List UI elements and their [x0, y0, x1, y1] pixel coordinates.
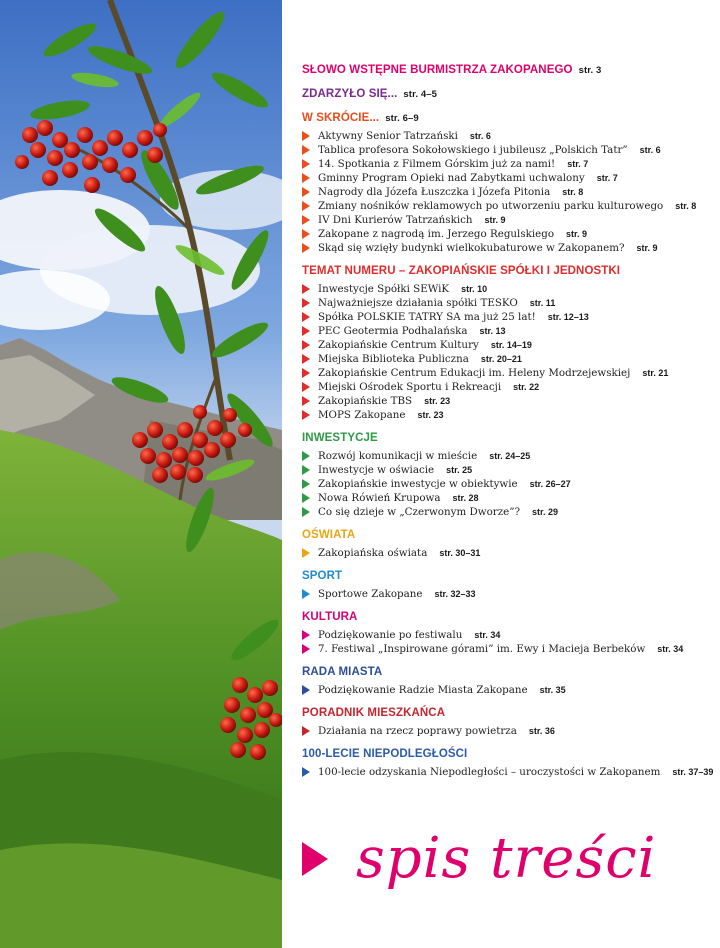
- arrow-bullet-icon: [302, 201, 310, 211]
- arrow-bullet-icon: [302, 465, 310, 475]
- toc-entry[interactable]: [302, 408, 712, 422]
- entry-title: Zakopiańska oświata: [318, 547, 428, 559]
- section-title: SŁOWO WSTĘPNE BURMISTRZA ZAKOPANEGO: [302, 64, 573, 76]
- entry-page-ref: str. 9: [484, 215, 506, 225]
- entry-page-ref: str. 24–25: [489, 451, 531, 461]
- entry-page-ref: str. 9: [636, 243, 658, 253]
- toc-entry[interactable]: [302, 380, 712, 394]
- arrow-bullet-icon: [302, 630, 310, 640]
- toc-section: [302, 664, 712, 697]
- arrow-bullet-icon: [302, 298, 310, 308]
- section-heading[interactable]: [302, 110, 712, 126]
- entry-page-ref: str. 22: [513, 382, 540, 392]
- section-page-ref: str. 6–9: [385, 113, 419, 124]
- entry-page-ref: str. 34: [657, 644, 684, 654]
- entry-title: Podziękowanie Radzie Miasta Zakopane: [318, 684, 528, 696]
- arrow-bullet-icon: [302, 644, 310, 654]
- entry-title: Zmiany nośników reklamowych po utworzeniu parku kulturowego: [318, 200, 664, 212]
- section-heading[interactable]: [302, 527, 712, 543]
- entry-title: Inwestycje Spółki SEWiK: [318, 283, 450, 295]
- arrow-bullet-icon: [302, 368, 310, 378]
- entry-page-ref: str. 26–27: [529, 479, 571, 489]
- entry-page-ref: str. 14–19: [490, 340, 532, 350]
- section-page-ref: str. 3: [578, 65, 602, 76]
- section-title: OŚWIATA: [302, 529, 356, 541]
- entry-title: Miejski Ośrodek Sportu i Rekreacji: [318, 381, 502, 393]
- toc-section: [302, 705, 712, 738]
- toc-section: [302, 609, 712, 656]
- toc-entry[interactable]: [302, 338, 712, 352]
- toc-entry[interactable]: [302, 185, 712, 199]
- entry-page-ref: str. 7: [596, 173, 618, 183]
- arrow-bullet-icon: [302, 493, 310, 503]
- toc-entry[interactable]: [302, 352, 712, 366]
- entry-page-ref: str. 21: [642, 368, 669, 378]
- entry-page-ref: str. 8: [675, 201, 697, 211]
- entry-title: 100-lecie odzyskania Niepodległości – uroczystości w Zakopanem: [318, 766, 661, 778]
- toc-entry[interactable]: [302, 282, 712, 296]
- arrow-bullet-icon: [302, 326, 310, 336]
- entry-page-ref: str. 30–31: [439, 548, 481, 558]
- entry-page-ref: str. 37–39: [672, 767, 714, 777]
- entry-title: Działania na rzecz poprawy powietrza: [318, 725, 517, 737]
- section-heading[interactable]: [302, 430, 712, 446]
- section-title: W SKRÓCIE...: [302, 112, 380, 124]
- toc-entry[interactable]: [302, 227, 712, 241]
- entry-title: Miejska Biblioteka Publiczna: [318, 353, 469, 365]
- entry-title: Rozwój komunikacji w mieście: [318, 450, 478, 462]
- page-title: spis treści: [356, 826, 657, 891]
- entry-page-ref: str. 6: [469, 131, 491, 141]
- toc-title: [302, 826, 656, 891]
- table-of-contents: [302, 62, 712, 787]
- entry-page-ref: str. 8: [562, 187, 584, 197]
- toc-entry[interactable]: [302, 449, 712, 463]
- arrow-bullet-icon: [302, 159, 310, 169]
- toc-section: [302, 86, 712, 102]
- entry-title: Gminny Program Opieki nad Zabytkami uchwalony: [318, 172, 585, 184]
- section-page-ref: str. 4–5: [403, 89, 437, 100]
- entry-title: Spółka POLSKIE TATRY SA ma już 25 lat!: [318, 311, 536, 323]
- entry-page-ref: str. 10: [461, 284, 488, 294]
- entry-title: Inwestycje w oświacie: [318, 464, 435, 476]
- arrow-bullet-icon: [302, 548, 310, 558]
- toc-section: [302, 263, 712, 422]
- section-title: PORADNIK MIESZKAŃCA: [302, 707, 446, 719]
- entry-page-ref: str. 35: [539, 685, 566, 695]
- section-title: INWESTYCJE: [302, 432, 378, 444]
- arrow-bullet-icon: [302, 229, 310, 239]
- section-title: RADA MIASTA: [302, 666, 383, 678]
- toc-entry[interactable]: [302, 366, 712, 380]
- section-title: ZDARZYŁO SIĘ...: [302, 88, 398, 100]
- entry-page-ref: str. 20–21: [480, 354, 522, 364]
- toc-entry[interactable]: [302, 724, 712, 738]
- entry-title: Zakopane z nagrodą im. Jerzego Regulskiego: [318, 228, 555, 240]
- toc-entry[interactable]: [302, 765, 712, 779]
- toc-entry[interactable]: [302, 143, 712, 157]
- section-heading[interactable]: [302, 746, 712, 762]
- entry-title: 7. Festiwal „Inspirowane górami” im. Ewy i Macieja Berbeków: [318, 643, 646, 655]
- entry-title: Zakopiańskie inwestycje w obiektywie: [318, 478, 518, 490]
- toc-entry[interactable]: [302, 199, 712, 213]
- toc-entry[interactable]: [302, 394, 712, 408]
- section-heading[interactable]: [302, 609, 712, 625]
- arrow-bullet-icon: [302, 354, 310, 364]
- arrow-bullet-icon: [302, 382, 310, 392]
- arrow-bullet-icon: [302, 145, 310, 155]
- arrow-bullet-icon: [302, 451, 310, 461]
- entry-title: IV Dni Kurierów Tatrzańskich: [318, 214, 473, 226]
- toc-entry[interactable]: [302, 546, 712, 560]
- arrow-bullet-icon: [302, 215, 310, 225]
- toc-entry[interactable]: [302, 628, 712, 642]
- entry-title: Skąd się wzięły budynki wielkokubaturowe w Zakopanem?: [318, 242, 625, 254]
- entry-page-ref: str. 34: [474, 630, 501, 640]
- toc-entry[interactable]: [302, 683, 712, 697]
- entry-page-ref: str. 13: [479, 326, 506, 336]
- section-heading[interactable]: [302, 664, 712, 680]
- entry-title: Zakopiańskie Centrum Edukacji im. Heleny Modrzejewskiej: [318, 367, 631, 379]
- section-title: 100-LECIE NIEPODLEGŁOŚCI: [302, 748, 468, 760]
- arrow-bullet-icon: [302, 243, 310, 253]
- toc-section: [302, 110, 712, 255]
- section-heading[interactable]: [302, 568, 712, 584]
- arrow-bullet-icon: [302, 173, 310, 183]
- toc-section: [302, 430, 712, 519]
- arrow-bullet-icon: [302, 396, 310, 406]
- toc-entry[interactable]: [302, 213, 712, 227]
- toc-entry[interactable]: [302, 296, 712, 310]
- entry-title: Co się dzieje w „Czerwonym Dworze”?: [318, 506, 520, 518]
- entry-title: Zakopiańskie Centrum Kultury: [318, 339, 479, 351]
- toc-section: [302, 746, 712, 779]
- toc-entry[interactable]: [302, 157, 712, 171]
- toc-entry[interactable]: [302, 129, 712, 143]
- entry-page-ref: str. 9: [566, 229, 588, 239]
- entry-page-ref: str. 25: [446, 465, 473, 475]
- entry-title: MOPS Zakopane: [318, 409, 406, 421]
- section-title: KULTURA: [302, 611, 358, 623]
- toc-entry[interactable]: [302, 642, 712, 656]
- toc-section: [302, 62, 712, 78]
- arrow-bullet-icon: [302, 589, 310, 599]
- arrow-bullet-icon: [302, 340, 310, 350]
- entry-page-ref: str. 7: [567, 159, 589, 169]
- section-heading[interactable]: [302, 705, 712, 721]
- entry-page-ref: str. 11: [529, 298, 556, 308]
- arrow-bullet-icon: [302, 479, 310, 489]
- entry-title: Podziękowanie po festiwalu: [318, 629, 463, 641]
- entry-page-ref: str. 32–33: [434, 589, 476, 599]
- toc-entry[interactable]: [302, 505, 712, 519]
- section-heading[interactable]: [302, 263, 712, 279]
- arrow-bullet-icon: [302, 767, 310, 777]
- entry-title: Sportowe Zakopane: [318, 588, 423, 600]
- entry-page-ref: str. 12–13: [547, 312, 589, 322]
- arrow-bullet-icon: [302, 131, 310, 141]
- toc-section: [302, 568, 712, 601]
- section-title: TEMAT NUMERU – ZAKOPIAŃSKIE SPÓŁKI I JEDNOSTKI: [302, 265, 621, 277]
- section-title: SPORT: [302, 570, 343, 582]
- entry-title: Nagrody dla Józefa Łuszczka i Józefa Pitonia: [318, 186, 551, 198]
- toc-entry[interactable]: [302, 241, 712, 255]
- section-heading[interactable]: [302, 62, 712, 78]
- entry-page-ref: str. 23: [424, 396, 451, 406]
- arrow-bullet-icon: [302, 685, 310, 695]
- entry-page-ref: str. 29: [532, 507, 559, 517]
- arrow-bullet-icon: [302, 187, 310, 197]
- toc-entry[interactable]: [302, 477, 712, 491]
- arrow-bullet-icon: [302, 284, 310, 294]
- section-heading[interactable]: [302, 86, 712, 102]
- toc-section: [302, 527, 712, 560]
- toc-entry[interactable]: [302, 587, 712, 601]
- arrow-bullet-icon: [302, 410, 310, 420]
- entry-title: PEC Geotermia Podhalańska: [318, 325, 468, 337]
- toc-entry[interactable]: [302, 463, 712, 477]
- toc-entry[interactable]: [302, 310, 712, 324]
- entry-title: Najważniejsze działania spółki TESKO: [318, 297, 518, 309]
- toc-entry[interactable]: [302, 491, 712, 505]
- entry-title: Tablica profesora Sokołowskiego i jubileusz „Polskich Tatr”: [318, 144, 628, 156]
- arrow-bullet-icon: [302, 312, 310, 322]
- arrow-bullet-icon: [302, 507, 310, 517]
- toc-entry[interactable]: [302, 324, 712, 338]
- entry-title: Zakopiańskie TBS: [318, 395, 413, 407]
- cover-photo: [0, 0, 282, 948]
- arrow-bullet-icon: [302, 726, 310, 736]
- entry-page-ref: str. 28: [452, 493, 479, 503]
- entry-page-ref: str. 6: [639, 145, 661, 155]
- entry-title: 14. Spotkania z Filmem Górskim już za nami!: [318, 158, 556, 170]
- title-arrow-icon: [302, 842, 328, 876]
- entry-title: Nowa Rówień Krupowa: [318, 492, 441, 504]
- toc-entry[interactable]: [302, 171, 712, 185]
- entry-title: Aktywny Senior Tatrzański: [318, 130, 458, 142]
- entry-page-ref: str. 23: [417, 410, 444, 420]
- entry-page-ref: str. 36: [528, 726, 555, 736]
